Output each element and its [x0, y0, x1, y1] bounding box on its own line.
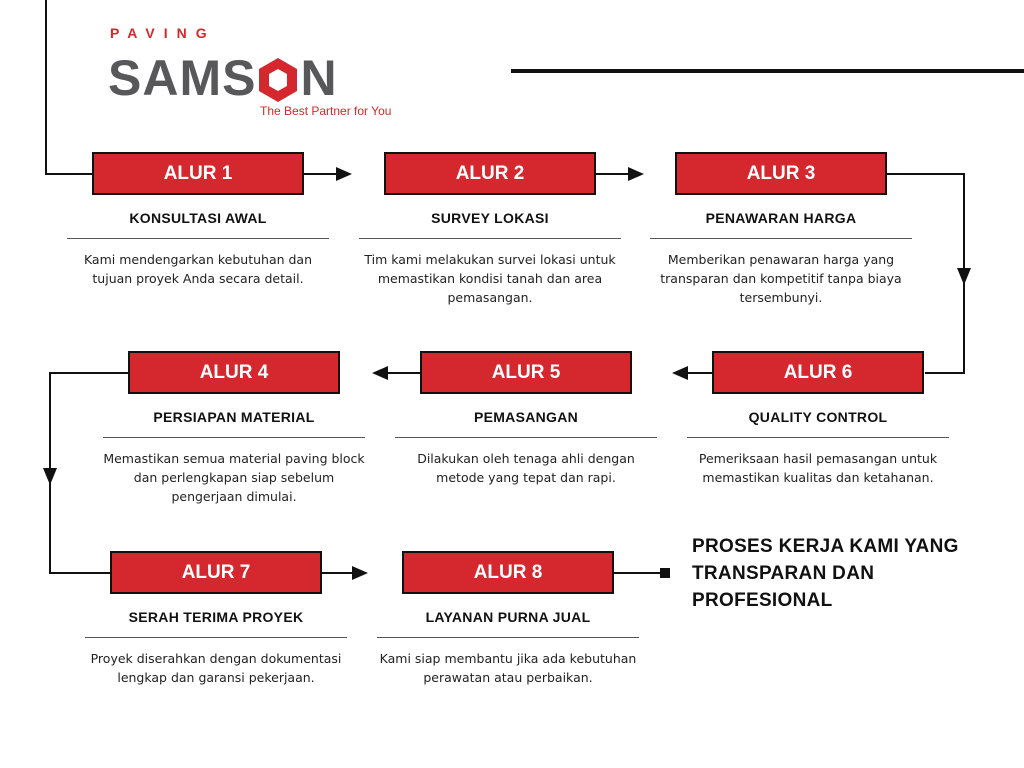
step-2-box: ALUR 2 [384, 152, 596, 195]
logo-samson-word [108, 48, 338, 108]
step-1-box: ALUR 1 [92, 152, 304, 195]
step-5-description: Dilakukan oleh tenaga ahli dengan metode yang tepat dan rapi. [417, 451, 635, 485]
connector-entry [46, 0, 92, 174]
step-6-box: ALUR 6 [712, 351, 924, 394]
step-1-divider [67, 238, 329, 239]
arrow-left-icon [372, 366, 388, 380]
step-3-description: Memberikan penawaran harga yang transparan dan kompetitif tanpa biaya tersembunyi. [660, 252, 902, 305]
brand-logo [108, 20, 408, 120]
step-7-description: Proyek diserahkan dengan dokumentasi lengkap dan garansi pekerjaan. [90, 651, 342, 685]
logo-tagline: The Best Partner for You [260, 104, 392, 118]
hexagon-logo-icon [256, 56, 300, 104]
step-4-title: PERSIAPAN MATERIAL [153, 409, 315, 425]
step-3-title: PENAWARAN HARGA [705, 210, 857, 226]
logo-name-part2: N [300, 50, 338, 106]
step-6-title: QUALITY CONTROL [748, 409, 888, 425]
step-6-divider [687, 437, 949, 438]
arrow-right-icon [352, 566, 368, 580]
step-5-title: PEMASANGAN [473, 409, 579, 425]
step-7-title: SERAH TERIMA PROYEK [128, 609, 304, 625]
step-7-box: ALUR 7 [110, 551, 322, 594]
arrow-right-icon [628, 167, 644, 181]
logo-paving-word: PAVING [110, 25, 216, 41]
step-8-box: ALUR 8 [402, 551, 614, 594]
top-divider [511, 69, 1024, 73]
step-7-divider [85, 637, 347, 638]
step-8-title: LAYANAN PURNA JUAL [425, 609, 591, 625]
step-4-divider [103, 437, 365, 438]
step-8-divider [377, 637, 639, 638]
page-headline: PROSES KERJA KAMI YANG TRANSPARAN DAN PROFESIONAL [692, 536, 959, 611]
arrow-right-icon [336, 167, 352, 181]
arrow-down-icon [957, 268, 971, 285]
step-3-box: ALUR 3 [675, 152, 887, 195]
endpoint-square-icon [660, 568, 670, 578]
step-1-description: Kami mendengarkan kebutuhan dan tujuan proyek Anda secara detail. [83, 252, 313, 286]
step-2-title: SURVEY LOKASI [431, 210, 549, 226]
arrow-left-icon [672, 366, 688, 380]
step-3-divider [650, 238, 912, 239]
step-8-description: Kami siap membantu jika ada kebutuhan perawatan atau perbaikan. [379, 651, 637, 685]
step-6-description: Pemeriksaan hasil pemasangan untuk memastikan kualitas dan ketahanan. [698, 451, 938, 485]
step-4-box: ALUR 4 [128, 351, 340, 394]
step-5-divider [395, 437, 657, 438]
step-5-box: ALUR 5 [420, 351, 632, 394]
logo-name-part1: SAMS [108, 50, 257, 106]
arrow-down-icon [43, 468, 57, 485]
step-1-title: KONSULTASI AWAL [129, 210, 267, 226]
step-4-description: Memastikan semua material paving block dan perlengkapan siap sebelum pengerjaan dimulai. [103, 451, 365, 504]
step-2-description: Tim kami melakukan survei lokasi untuk memastikan kondisi tanah dan area pemasangan. [364, 252, 616, 305]
step-2-divider [359, 238, 621, 239]
